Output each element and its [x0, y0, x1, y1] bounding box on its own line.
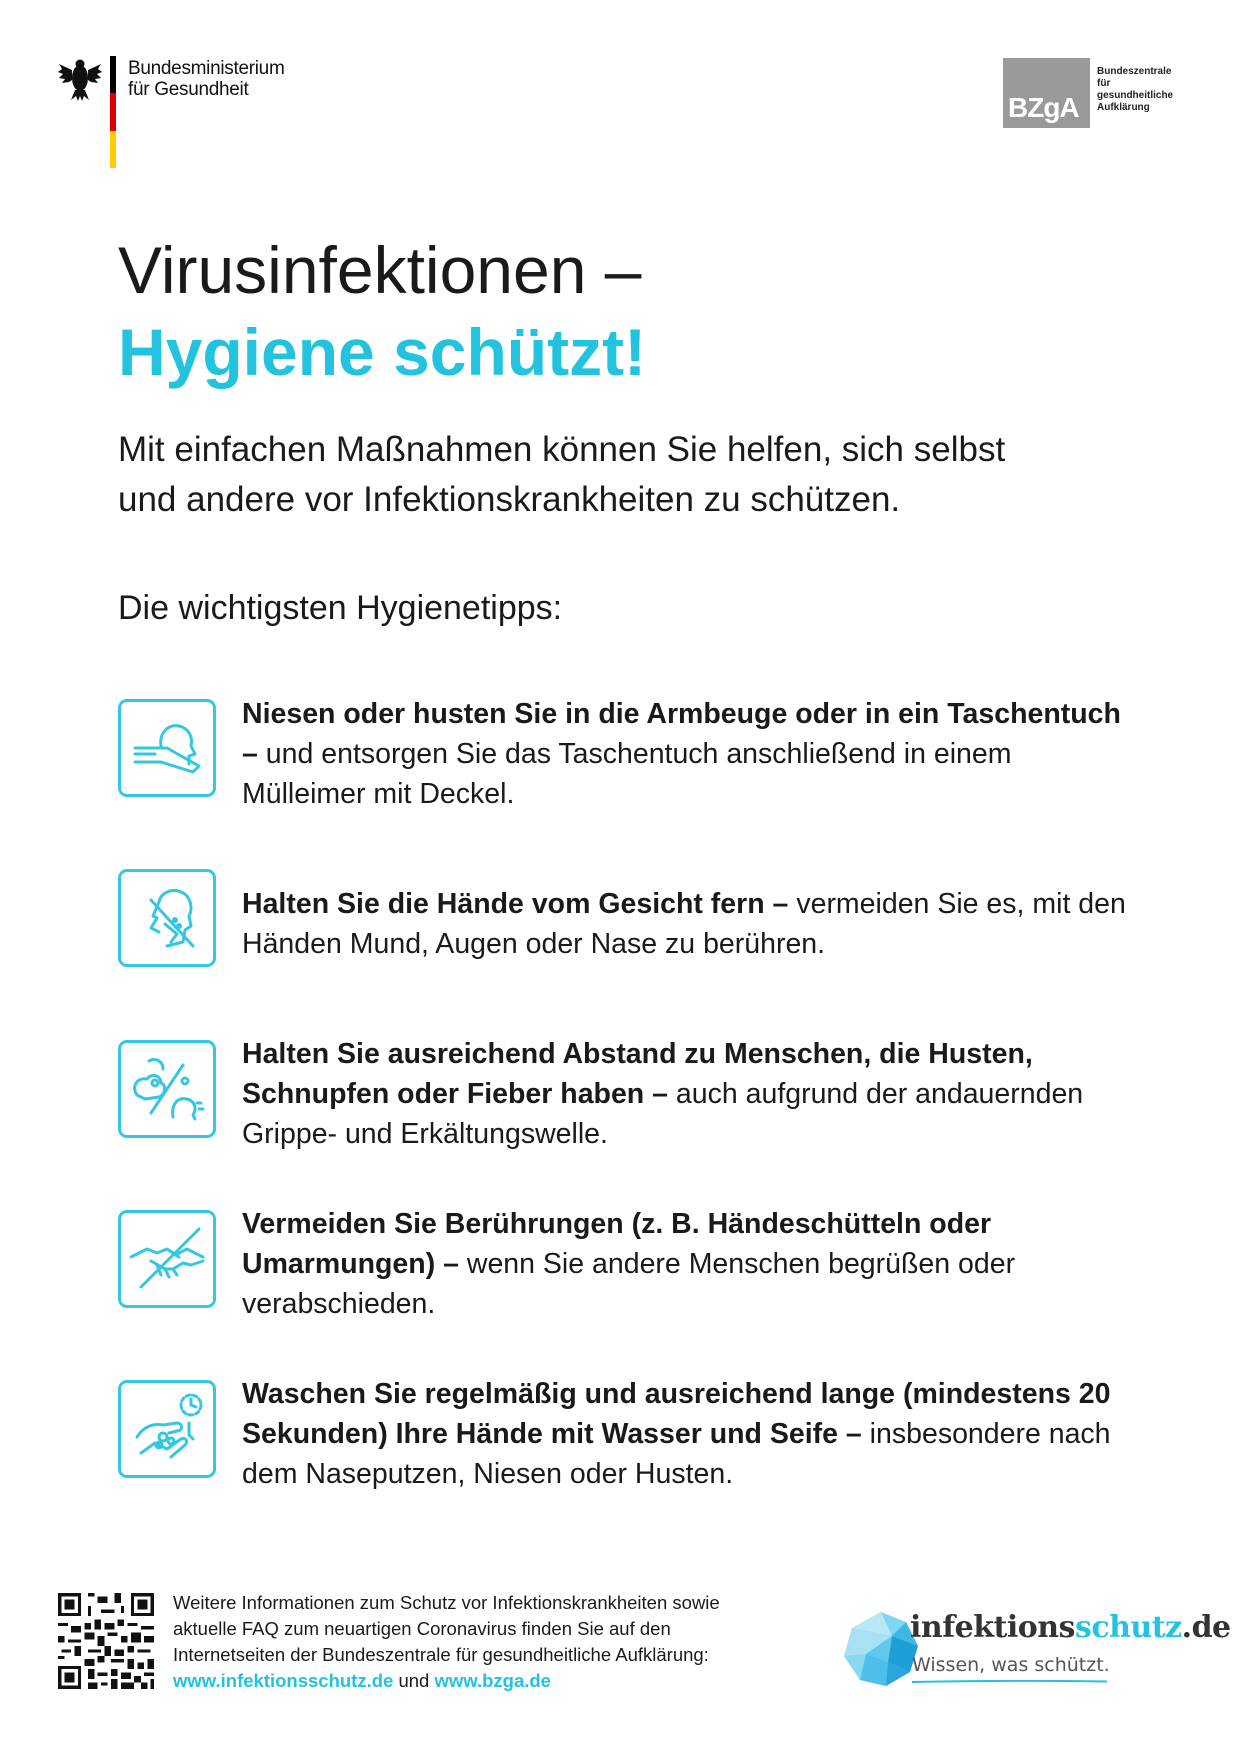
bzga-name-line3: gesundheitliche: [1097, 90, 1174, 101]
tips-heading: Die wichtigsten Hygienetipps:: [118, 589, 563, 627]
infektionsschutz-link[interactable]: www.infektionsschutz.de: [173, 1670, 394, 1691]
footer-line2: aktuelle FAQ zum neuartigen Coronavirus finden Sie auf den: [173, 1618, 671, 1639]
tip-3-text: [242, 1034, 1142, 1154]
bzga-name-line4: Aufklärung: [1097, 102, 1150, 113]
wordmark-tld: .de: [1181, 1610, 1231, 1645]
tip-2-text: [242, 884, 1142, 964]
infektionsschutz-wordmark: [910, 1610, 1231, 1645]
infektionsschutz-slogan: Wissen, was schützt.: [912, 1654, 1110, 1676]
tip-4-text: [242, 1204, 1142, 1324]
footer-line3: Internetseiten der Bundeszentrale für gesundheitliche Aufklärung:: [173, 1644, 709, 1665]
keep-distance-icon: [118, 1040, 216, 1138]
bzga-link[interactable]: www.bzga.de: [434, 1670, 551, 1691]
intro-line1: Mit einfachen Maßnahmen können Sie helfen, sich selbst: [118, 430, 1006, 469]
tip-2-bold: Halten Sie die Hände vom Gesicht fern –: [242, 888, 789, 920]
footer-info: [173, 1590, 823, 1694]
tip-3-bold: Halten Sie ausreichend Abstand zu Menschen, die Husten, Schnupfen oder Fieber haben –: [242, 1038, 1033, 1110]
ministry-name-line2: für Gesundheit: [128, 79, 249, 100]
tip-1-text: [242, 694, 1142, 814]
sneeze-into-elbow-icon: [118, 699, 216, 797]
tip-1-bold: Niesen oder husten Sie in die Armbeuge oder in ein Taschentuch –: [242, 698, 1121, 770]
ministry-name: [128, 58, 284, 100]
tip-5-text: [242, 1374, 1142, 1494]
intro-text: [118, 425, 1118, 525]
tip-5-bold: Waschen Sie regelmäßig und ausreichend lange (mindestens 20 Sekunden) Ihre Hände mit Wasser und Seife –: [242, 1378, 1111, 1450]
page-title: Virusinfektionen –: [118, 233, 642, 307]
intro-line2: und andere vor Infektionskrankheiten zu schützen.: [118, 480, 901, 519]
bzga-name-line1: Bundeszentrale: [1097, 66, 1172, 77]
footer-and: und: [393, 1670, 435, 1691]
ministry-name-line1: Bundesministerium: [128, 58, 285, 79]
tip-4-bold: Vermeiden Sie Berührungen (z. B. Händeschütteln oder Umarmungen) –: [242, 1208, 992, 1280]
wordmark-part1: infektions: [910, 1610, 1075, 1645]
wordmark-part2: schutz: [1074, 1610, 1182, 1645]
no-face-touch-icon: [118, 869, 216, 967]
federal-eagle-icon: [58, 56, 102, 102]
bzga-name-line2: für: [1097, 78, 1111, 89]
german-flag-bar: [110, 56, 116, 168]
tip-4-normal: wenn Sie andere Menschen begrüßen oder verabschieden.: [242, 1248, 1016, 1320]
no-handshake-icon: [118, 1210, 216, 1308]
ministry-logo: [58, 56, 318, 168]
bzga-name: [1097, 66, 1173, 114]
tip-3-normal: auch aufgrund der andauernden Grippe- und Erkältungswelle.: [242, 1078, 1084, 1150]
footer-links: [173, 1668, 823, 1694]
page-title-highlight: Hygiene schützt!: [118, 315, 647, 389]
qr-code: [58, 1593, 154, 1689]
footer-line1: Weitere Informationen zum Schutz vor Infektionskrankheiten sowie: [173, 1592, 720, 1613]
slogan-underline: [912, 1680, 1107, 1683]
hand-washing-icon: [118, 1380, 216, 1478]
tip-1-normal: und entsorgen Sie das Taschentuch anschließend in einem Mülleimer mit Deckel.: [242, 738, 1012, 810]
infektionsschutz-logo: [836, 1606, 1231, 1696]
tip-2-normal: vermeiden Sie es, mit den Händen Mund, Augen oder Nase zu berühren.: [242, 888, 1126, 960]
bzga-logo-box: [1003, 58, 1090, 128]
bzga-logo: [1003, 58, 1203, 128]
tip-5-normal: insbesondere nach dem Naseputzen, Niesen oder Husten.: [242, 1418, 1111, 1490]
bzga-abbrev: BZgA: [1008, 92, 1079, 123]
